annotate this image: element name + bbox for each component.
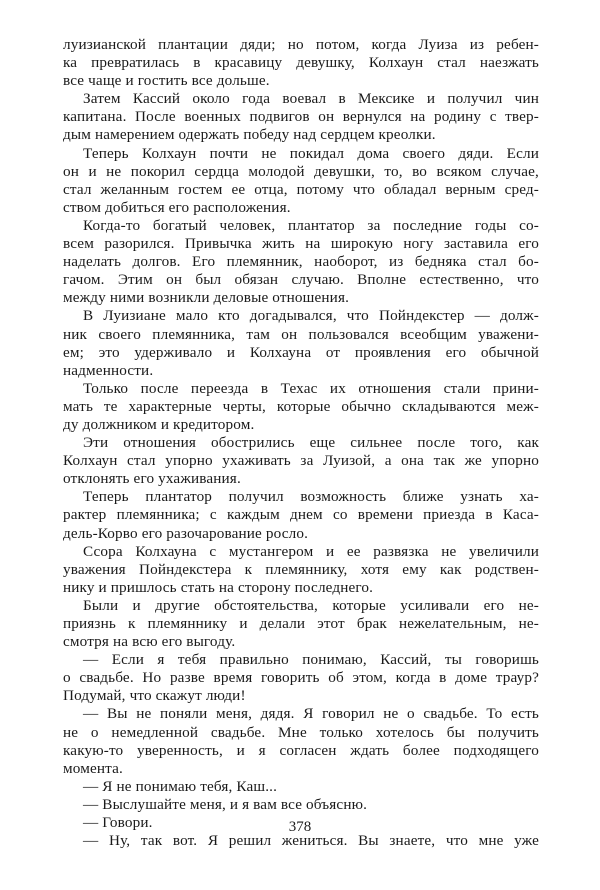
paragraph-first-line: Теперь Колхаун почти не покидал дома своего дяди. Если <box>83 144 539 162</box>
text-line: Колхаун стал упорно ухаживать за Луизой, а она так же упорно <box>63 452 539 470</box>
paragraph-first-line: Ссора Колхауна с мустангером и ее развязка не увеличили <box>83 542 539 560</box>
paragraph-first-line: — Ну, так вот. Я решил жениться. Вы знаете, что мне уже <box>83 832 539 850</box>
text-line: ка превратилась в красавицу девушку, Колхаун стал наезжать <box>63 54 539 72</box>
text-line: стал желанным гостем ее отца, потому что обладал верным сред- <box>63 180 539 198</box>
paragraph-first-line: — Вы не поняли меня, дядя. Я говорил не о свадьбе. То есть <box>83 705 539 723</box>
text-line: дель-Корво его разочарование росло. <box>63 524 309 542</box>
text-line: не о немедленной свадьбе. Мне только хотелось бы получить <box>63 723 539 741</box>
text-line: ник своего племянника, там он пользовался всеобщим уважени- <box>63 325 539 343</box>
text-line: Подумай, что скажут люди! <box>63 687 246 705</box>
text-line: рактер племянника; с каждым днем со времени приезда в Каса- <box>63 506 539 524</box>
text-line: наделать долгов. Его племянник, наоборот, из бедняка стал бо- <box>63 253 539 271</box>
text-line: луизианской плантации дяди; но потом, когда Луиза из ребен- <box>63 36 539 53</box>
text-line: ством добиться его расположения. <box>63 198 291 216</box>
text-line: все чаще и гостить все дольше. <box>63 72 270 90</box>
text-line: нику и пришлось стать на сторону последнего. <box>63 578 374 596</box>
text-line: всем разорился. Привычка жить на широкую ногу заставила его <box>63 235 539 253</box>
text-line: ем; это удерживало и Колхауна от проявления его обычной <box>63 343 539 361</box>
text-line: капитана. После военных подвигов он вернулся на родину с твер- <box>63 108 539 126</box>
text-line: мать те характерные черты, которые обычно складываются меж- <box>63 397 539 415</box>
text-line: гачом. Этим он был обязан случаю. Вполне естественно, что <box>63 271 539 289</box>
paragraph-first-line: Затем Кассий около года воевал в Мексике и получил чин <box>83 90 539 108</box>
paragraph-first-line: Только после переезда в Техас их отношения стали прини- <box>83 379 539 397</box>
paragraph-first-line: Когда-то богатый человек, плантатор за последние годы со- <box>83 216 539 234</box>
paragraph-first-line: — Говори. <box>83 814 153 832</box>
text-line: какую-то уверенность, и я согласен ждать более подходящего <box>63 741 539 759</box>
paragraph-first-line: — Выслушайте меня, и я вам все объясню. <box>83 795 368 813</box>
text-line: момента. <box>63 759 123 777</box>
paragraph-first-line: — Если я тебя правильно понимаю, Кассий, ты говоришь <box>83 651 539 669</box>
text-line: надменности. <box>63 361 154 379</box>
text-line: смотря на всю его выгоду. <box>63 633 236 651</box>
paragraph-first-line: — Я не понимаю тебя, Каш... <box>83 777 278 795</box>
text-line: о свадьбе. Но разве время говорить об этом, когда в доме траур? <box>63 669 539 687</box>
paragraph-first-line: Эти отношения обострились еще сильнее после того, как <box>83 434 539 452</box>
text-line: он и не покорил сердца молодой девушки, то, во всяком случае, <box>63 162 539 180</box>
text-line: ду должником и кредитором. <box>63 415 255 433</box>
paragraph-first-line: Были и другие обстоятельства, которые усиливали его не- <box>83 596 539 614</box>
text-line: уважения Пойндекстера к племяннику, хотя ему как родствен- <box>63 560 539 578</box>
book-page-body <box>63 36 539 850</box>
page-number: 378 <box>288 819 312 835</box>
text-line: приязнь к племяннику и делали этот брак нежелательным, не- <box>63 615 539 632</box>
paragraph-first-line: Теперь плантатор получил возможность ближе узнать ха- <box>83 488 539 506</box>
text-line: дым намерением одержать победу над сердцем креолки. <box>63 126 436 144</box>
text-line: между ними возникли деловые отношения. <box>63 289 350 307</box>
paragraph-first-line: В Луизиане мало кто догадывался, что Пойндекстер — долж- <box>83 307 539 325</box>
text-line: отклонять его ухаживания. <box>63 470 241 488</box>
